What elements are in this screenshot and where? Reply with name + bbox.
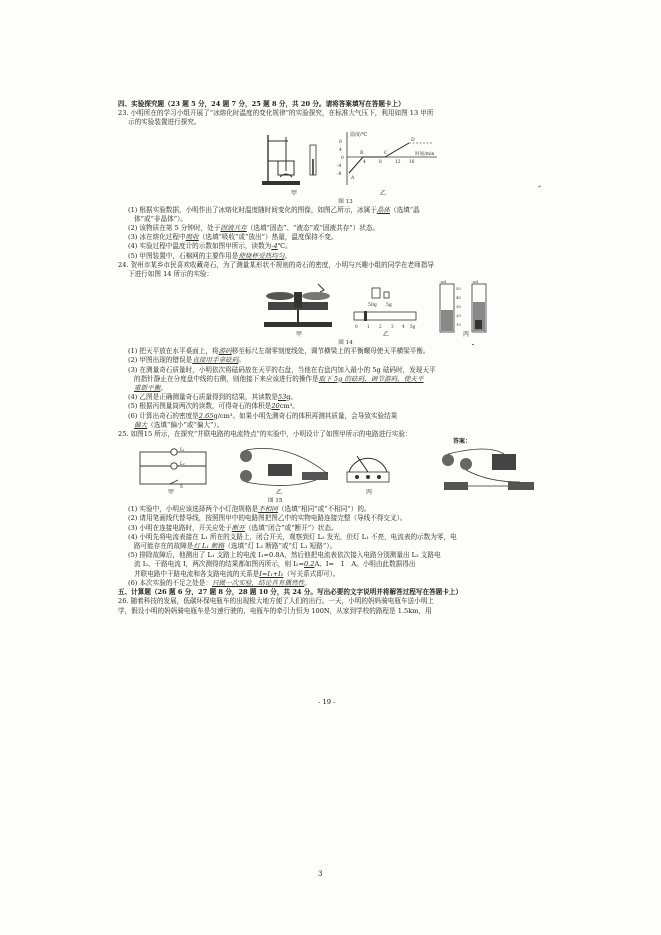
label-s: S bbox=[180, 485, 184, 491]
q24-item-3c: 重新平衡。 bbox=[134, 384, 167, 393]
graph-y-tick-3: -4 bbox=[337, 163, 342, 169]
q24-item-3b: 的指针静止在分度盘中线的右侧，则他接下来应该进行的操作是取下 5g 的砝码，调节游码，使天平 bbox=[134, 374, 424, 383]
q24-line2: 下进行如图 14 所示的实验： bbox=[128, 270, 214, 279]
figure-14-mid-caption: 乙 bbox=[383, 331, 390, 339]
q23-line2: 示的实验装置进行探究。 bbox=[128, 118, 201, 127]
cyl-unit-left: ml bbox=[441, 280, 447, 285]
graph-x-label: 时间/min bbox=[415, 151, 435, 157]
q25-item-6: (6) 本次实验的不足之处是：只做一次实验，结论具有偶然性。 bbox=[128, 578, 311, 587]
graph-point-a: A bbox=[351, 175, 355, 181]
q25-answer-4: 灯 L₁ 断路 bbox=[193, 542, 225, 551]
cyl-tick-40: 40 bbox=[456, 295, 461, 301]
q23-item-2: (2) 该物质在第 5 分钟时，处于固液共存（选填“固态”、“液态”或“固液共存”）状态。 bbox=[128, 224, 380, 233]
q24-answer-3b: 重新平衡 bbox=[134, 384, 161, 393]
ruler-tick-4: 4 bbox=[402, 324, 405, 330]
graph-point-c: C bbox=[384, 150, 388, 156]
q23-answer-4: -4 bbox=[271, 242, 278, 251]
section5-heading: 五、计算题（26 题 6 分，27 题 8 分，28 题 10 分，共 24 分。写出必要的文字说明并将解答过程写在答题卡上） bbox=[118, 588, 463, 597]
q24-answer-4: 53 bbox=[277, 393, 287, 402]
q23-item-1: (1) 根据实验数据，小明作出了冰熔化时温度随时间变化的图像，如图乙所示，冰属于晶体（选填“晶 bbox=[128, 205, 420, 214]
section4-heading: 四、实验探究题（23 题 5 分，24 题 7 分，25 题 8 分，共 20 分。请将答案填写在答题卡上） bbox=[118, 100, 405, 108]
cyl-tick-20: 20 bbox=[456, 313, 461, 319]
outer-page-number: 3 bbox=[318, 870, 323, 878]
figure-15-circuit-diagram bbox=[134, 446, 214, 490]
q24-item-5: (5) 根据丙图量筒两次的读数，可得奇石的体积是20cm³。 bbox=[128, 402, 299, 411]
q23-answer-5: 使烧杯受热均匀 bbox=[238, 251, 285, 260]
ruler-tick-1: 1 bbox=[367, 324, 370, 330]
q25-item-5c: 并联电路中干路电流和各支路电流的关系是I=I₁+I₂（写关系式即可）。 bbox=[134, 569, 340, 578]
ruler-tick-2: 2 bbox=[379, 324, 382, 330]
graph-point-b: B bbox=[360, 150, 364, 156]
weight-50g: 50g bbox=[368, 303, 377, 309]
ruler-tick-5: 5g bbox=[410, 324, 416, 330]
q24-line1: 24. 贺州市某乡市民喜欢收藏奇石，为了测量某形状不规则的奇石的密度，小明与兴趣小组的同学在老师指导 bbox=[118, 260, 434, 269]
q24-answer-2: 直接用手拿砝码 bbox=[192, 356, 239, 365]
graph-y-tick-4: -8 bbox=[337, 171, 342, 177]
q23-item-5: (5) 甲图装置中，石棉网的主要作用是使烧杯受热均匀。 bbox=[128, 251, 292, 260]
q25-line1: 25. 如图15 所示，在探究“并联电路的电流特点”的实验中，小明设计了如图甲所示的电路进行实验： bbox=[118, 430, 412, 439]
cyl-unit-right: ml bbox=[473, 280, 479, 285]
q24-answer-5: 20 bbox=[271, 402, 280, 411]
q26-line1: 26. 随着科技的发展，低碳环保电瓶车的出现极大地方便了人们的出行。一天，小明的妈妈骑电瓶车送小明上 bbox=[118, 597, 434, 606]
q24-item-6: (6) 计算出奇石的密度是2.65g/cm³。如果小明先测奇石的体积再测其质量，会导致实验结果 bbox=[128, 411, 398, 420]
figure-14-left-caption: 甲 bbox=[296, 331, 303, 339]
figure-15-right-caption: 丙 bbox=[366, 489, 373, 497]
q25-item-2: (2) 请用笔画线代替导线，按照图甲中的电路图把图乙中的实物电路连接完整（导线不得交叉）。 bbox=[128, 514, 407, 523]
q23-answer-3: 吸收 bbox=[185, 233, 199, 242]
ruler-tick-0: 0 bbox=[355, 324, 358, 330]
graph-y-label: 温度/℃ bbox=[350, 131, 368, 138]
graph-curve bbox=[349, 143, 409, 173]
graph-x-tick-2: 12 bbox=[395, 159, 401, 165]
q25-answer-5: 0.2 bbox=[303, 560, 315, 569]
q23-line1: 23. 小明所在的学习小组开展了“冰熔化时温度的变化规律”的实验探究，在标准大气压下，利用如图 13 甲所 bbox=[118, 109, 434, 118]
figure-13-caption: 图 13 bbox=[338, 198, 353, 205]
graph-x-tick-1: 8 bbox=[379, 159, 382, 165]
graph-x-tick-0: 4 bbox=[363, 159, 366, 165]
graph-x-tick-3: 16 bbox=[409, 159, 415, 165]
q23-answer-1: 晶体 bbox=[376, 205, 390, 214]
q24-item-6b: 偏大（选填“偏小”或“偏大”）。 bbox=[134, 420, 224, 429]
q24-answer-1: 游码 bbox=[218, 347, 232, 356]
q25-item-4b: 路可能存在的故障是灯 L₁ 断路（选填“灯 L₁ 断路”或“灯 L₁ 短路”）。 bbox=[134, 542, 337, 551]
graph-point-d: D bbox=[411, 137, 415, 143]
answer-tag: 答案： bbox=[453, 438, 472, 446]
figure-15-ammeter bbox=[343, 442, 393, 488]
figure-15-mid-caption: 乙 bbox=[276, 489, 283, 497]
cyl-tick-50: 50 bbox=[456, 286, 461, 292]
figure-14 bbox=[118, 280, 573, 338]
graph-y-tick-1: 4 bbox=[339, 147, 342, 153]
q25-answer-5b: I=I₁+I₂ bbox=[259, 569, 284, 578]
scan-mark-2 bbox=[472, 344, 474, 345]
inner-page-number: - 19 - bbox=[318, 698, 336, 706]
exam-content bbox=[118, 100, 573, 616]
q24-item-1: (1) 把天平放在水平桌面上，将游码移至标尺左端零刻度线处，调节横梁上的平衡螺母使天平横梁平衡。 bbox=[128, 347, 430, 356]
cyl-tick-30: 30 bbox=[456, 304, 461, 310]
q23-answer-2: 固液共存 bbox=[220, 224, 247, 233]
figure-14-balance bbox=[258, 282, 338, 330]
figure-13-apparatus bbox=[258, 131, 328, 189]
figure-14-weights-ruler bbox=[350, 282, 420, 330]
q24-item-2: (2) 甲图出现的错误是直接用手拿砝码。 bbox=[128, 356, 245, 365]
weight-5g: 5g bbox=[386, 303, 392, 309]
figure-15-left-caption: 甲 bbox=[168, 489, 175, 497]
figure-13 bbox=[118, 129, 573, 197]
graph-y-tick-0: 8 bbox=[339, 139, 342, 145]
q24-answer-6b: 偏大 bbox=[134, 420, 148, 429]
q25-item-4: (4) 小明先将电流表接在 L₁ 所在的支路上，闭合开关，观察到灯 L₂ 发光，但灯 L₁ 不亮，电流表的示数为零，电 bbox=[128, 532, 457, 541]
graph-y-tick-2: 0 bbox=[341, 155, 344, 161]
figure-15-answer-circuit bbox=[428, 446, 548, 494]
label-l2: L₂ bbox=[180, 462, 185, 468]
q25-item-5b: 流 I₂、干路电流 I，两次测得的结果都如图丙所示，则 I₂=0.2A、I= 1 A。小明由此数据得出 bbox=[134, 560, 416, 569]
figure-13-left-caption: 甲 bbox=[291, 189, 298, 197]
cyl-tick-10: 10 bbox=[456, 322, 461, 328]
figure-13-graph bbox=[333, 129, 443, 189]
label-l1: L₁ bbox=[180, 448, 185, 454]
figure-14-caption: 图 14 bbox=[338, 340, 353, 347]
figure-15-real-circuit bbox=[228, 444, 338, 490]
q24-item-4: (4) 乙图是正确测量奇石质量得到的结果，其读数是53g。 bbox=[128, 393, 298, 402]
q25-answer-1: 不相同 bbox=[258, 505, 278, 514]
q23-item-4: (4) 实验过程中温度计的示数如图甲所示，读数为-4℃。 bbox=[128, 242, 292, 251]
q25-item-5: (5) 排除故障后，他测出了 L₁ 支路上的电流 I₁=0.8A，然后他把电流表依次接入电路分别测量出 L₂ 支路电 bbox=[128, 551, 441, 560]
figure-14-right-caption: 丙 bbox=[463, 331, 470, 339]
figure-15 bbox=[118, 440, 573, 496]
q23-item-3: (3) 冰在熔化过程中吸收（选填“吸收”或“放出”）热量，温度保持不变。 bbox=[128, 233, 338, 242]
q25-item-3: (3) 小明在连接电路时，开关应处于断开（选填“闭合”或“断开”）状态。 bbox=[128, 523, 338, 532]
figure-14-cylinders bbox=[432, 280, 502, 336]
q25-answer-3: 断开 bbox=[231, 523, 245, 532]
q24-answer-3: 取下 5g 的砝码，调节游码，使天平 bbox=[318, 374, 424, 383]
figure-13-right-caption: 乙 bbox=[380, 189, 387, 197]
q26-line2: 学，假设小明的妈妈骑电瓶车是匀速行驶的，电瓶车的牵引力恒为 100N，从家到学校的路程是 1.5km，用 bbox=[118, 606, 432, 615]
figure-15-caption: 图 15 bbox=[268, 498, 283, 505]
q23-item-1b: 体”或“非晶体”）。 bbox=[134, 214, 187, 223]
ruler-tick-3: 3 bbox=[391, 324, 394, 330]
q24-item-3: (3) 在测量奇石质量时，小明依次将砝码放在天平的右盘，当他在右盘内加入最小的 5g 砝码时，发现天平 bbox=[128, 365, 436, 374]
q24-answer-6: 2.65 bbox=[198, 411, 214, 420]
q25-item-1: (1) 实验中，小明应该选择两个小灯泡规格是不相同（选填“相同”或“不相同”）的。 bbox=[128, 505, 371, 514]
q25-answer-6: 只做一次实验，结论具有偶然性 bbox=[211, 578, 305, 587]
